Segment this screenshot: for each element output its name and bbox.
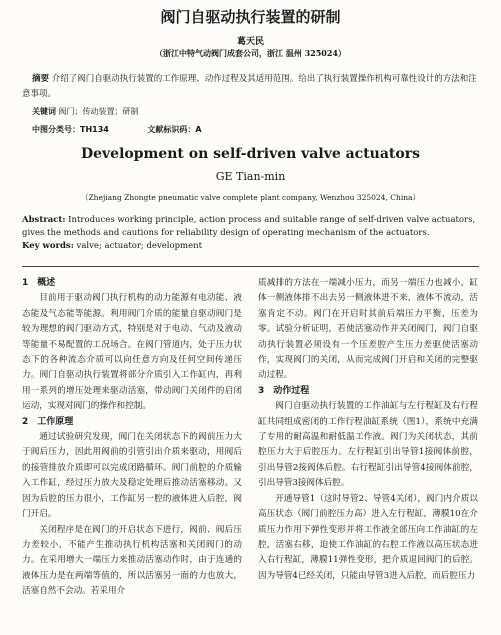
clc-label: 中图分类号：	[32, 125, 80, 134]
section-3-paragraph-2: 开通导管1（这时导管2、导管4关闭），阀门内介质以高压状态（阀门前腔压力高）进入左行程缸，薄膜10在介质压力作用下弹性变形并将工作液全部压向工作油缸的左腔，活塞右移，迫使工作油缸的右腔工作液以高压状态进入右行程缸，薄膜11弹性变形，把介质退回阀门的后腔。因为导管4已经关闭，只能由导管3进入后腔，而后腔压力	[258, 493, 478, 581]
left-column	[22, 276, 242, 600]
section-3-paragraph-1: 阀门自驱动执行装置的工作油缸与左行程缸及右行程缸共同组成密闭的工作行程油缸系统（图1），系统中充满了专用的耐高温和耐低温工作液。阀门为关闭状态，其前腔压力大于后腔压力。左行程缸引出导管1接阀体前腔，引出导管2接阀体后腔。右行程缸引出导管4接阀体前腔，引出导管3接阀体后腔。	[258, 401, 478, 489]
chinese-keywords	[32, 106, 139, 117]
english-keywords-text: valve; actuator; development	[73, 241, 203, 251]
chinese-abstract	[22, 72, 479, 102]
chinese-keywords-text: 阀门；传动装置；研制	[58, 107, 139, 116]
section-2-paragraph-2-continued: 质减排的方法在一端减小压力，而另一端压力也减小，缸体一侧液体排不出去另一侧液体进不来，液体不流动，活塞肯定不动。阀门在开启时其前后端压力平衡，压差为零。试验分析证明，若使活塞动作并关闭阀门，阀门自驱动执行装置必须设有一个压差腔产生压力差驱使活塞动作，实现阀门的关闭，从而完成阀门开启和关闭的完整驱动过程。	[258, 278, 478, 381]
section-1-paragraph: 目前用于驱动阀门执行机构的动力能源有电动能、液态能及气态能等能源。利用阀门介质的能量自驱动阀门是较为理想的阀门驱动方式，特别是对于电动、气动及液动等能量不易配置的工况场合。在阀门管道内，处于压力状态下的各种流态介质可以向任意方向及任何空间传递压力。阀门自驱动执行装置将部分介质引入工作缸内，再利用一系列的增压处理来驱动活塞，带动阀门关闭件的启闭运动，实现对阀门的操作和控制。	[22, 293, 242, 412]
english-keywords-label: Key words:	[22, 241, 74, 251]
english-abstract-text: Introduces working principle, action process and suitable range of self-driven valve actuators, gives the methods and cautions for reliability design of operating mechanism of the actuators.	[22, 215, 476, 238]
document-code-value: A	[195, 125, 202, 134]
chinese-author: 葛天民	[236, 37, 264, 47]
chinese-keywords-label: 关键词	[32, 107, 56, 116]
document-code-label: 文献标识码：	[147, 125, 196, 134]
chinese-abstract-text: 介绍了阀门自驱动执行装置的工作原理、动作过程及其适用范围。给出了执行装置操作机构可靠性设计的方法和注意事项。	[22, 74, 477, 99]
section-1-heading: 1 概述	[22, 278, 56, 288]
english-abstract	[22, 214, 479, 240]
section-2-heading: 2 工作原理	[22, 416, 74, 427]
section-2-paragraph-2: 关闭程序是在阀门的开启状态下进行，阀前、阀后压力差较小，不能产生推动执行机构活塞和关闭阀门的动力。在采用增大一端压力来推动活塞动作时，由于连通的液体压力是在两端等值的，所以活塞另一面的力也放大，活塞自然不会动。若采用介	[22, 524, 242, 597]
section-2-paragraph-1: 通过试验研究发现，阀门在关闭状态下的阀前压力大于阀后压力，因此用阀前的引管引出介质来驱动，用阀后的接管排放介质即可以完成闭路循环。阀门前腔的介质输入工作缸，经过压力放大及稳定处理后推动活塞移动。又因为后腔的压力很小，工作缸另一腔的液体进入后腔，阀门开启。	[22, 432, 242, 520]
chinese-abstract-label: 摘要	[32, 74, 50, 84]
english-affiliation: （Zhejiang Zhongte pneumatic valve complete plant company, Wenzhou 325024, China）	[80, 193, 421, 202]
clc-value: TH134	[80, 125, 109, 134]
classification-line	[32, 124, 202, 135]
right-column	[258, 276, 478, 584]
english-title: Development on self-driven valve actuators	[80, 146, 420, 162]
english-abstract-label: Abstract:	[22, 215, 66, 225]
english-keywords	[22, 241, 202, 251]
english-author: GE Tian-min	[215, 170, 286, 183]
chinese-title: 阀门自驱动执行装置的研制	[160, 8, 341, 26]
section-3-heading: 3 动作过程	[258, 385, 310, 396]
section-divider	[22, 266, 479, 267]
chinese-affiliation: （浙江中特气动阀门成套公司，浙江 温州 325024）	[155, 48, 346, 58]
